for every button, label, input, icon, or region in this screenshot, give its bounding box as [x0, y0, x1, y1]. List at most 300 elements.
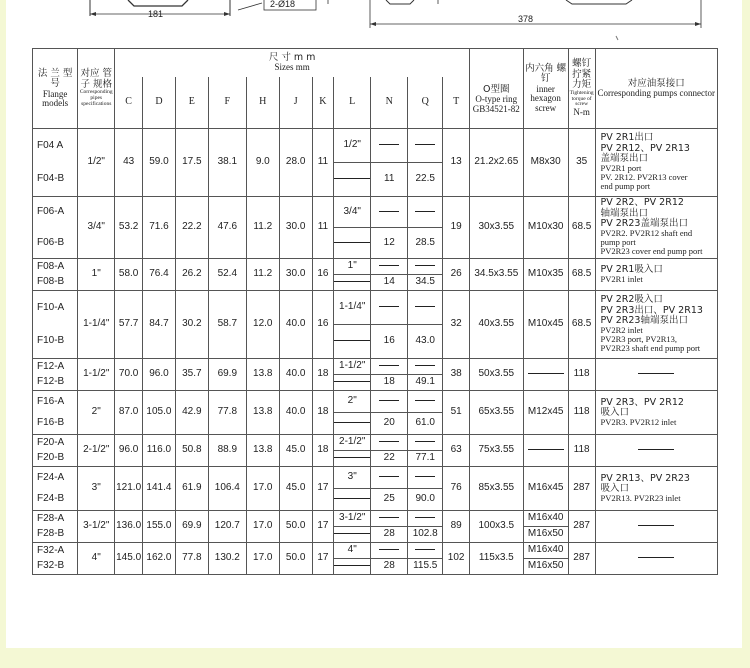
pump-connector-cn: PV 2R23盖端泵出口: [600, 217, 688, 229]
size-q-dash: [408, 511, 443, 527]
size-q-dash: [408, 197, 443, 228]
dash-mark: [638, 449, 674, 450]
size-d: 76.4: [143, 259, 176, 291]
pump-connector-en: PV. 2R12. PV2R13 cover: [600, 172, 688, 183]
spec-sheet: [6, 0, 742, 648]
screw: M10x35: [523, 259, 568, 291]
table-row: [33, 291, 718, 325]
torque: 35: [568, 129, 595, 197]
size-c: 145.0: [115, 543, 143, 575]
size-f: 130.2: [208, 543, 246, 575]
size-h: 17.0: [246, 543, 279, 575]
size-n: 12: [371, 228, 408, 259]
size-n-dash: [371, 511, 408, 527]
dash-mark: [334, 178, 370, 179]
size-d: 141.4: [143, 467, 176, 511]
size-t: 13: [443, 129, 470, 197]
pump-connector: [595, 259, 718, 291]
pump-connector: [595, 543, 718, 575]
size-h: 11.2: [246, 259, 279, 291]
size-h: 13.8: [246, 359, 279, 391]
table-row: [33, 129, 718, 163]
size-q: 49.1: [408, 375, 443, 391]
pump-connector: [595, 197, 718, 259]
size-n-dash: [371, 259, 408, 275]
dimension-181: 181: [148, 9, 164, 19]
size-j: 28.0: [279, 129, 312, 197]
pump-connector-en: PV2R1 inlet: [600, 274, 643, 285]
size-k: 17: [312, 511, 334, 543]
dash-mark: [334, 340, 370, 341]
flange-model-a: F04 A: [33, 129, 78, 163]
size-f: 58.7: [208, 291, 246, 359]
size-l: 3/4": [334, 197, 371, 228]
o-ring: 34.5x3.55: [470, 259, 523, 291]
pump-connector-en: PV2R2. PV2R12 shaft end: [600, 228, 693, 239]
size-n: 28: [371, 527, 408, 543]
torque: 118: [568, 359, 595, 391]
size-h: 17.0: [246, 467, 279, 511]
size-n-dash: [371, 467, 408, 489]
flange-model-b: F24-B: [33, 489, 78, 511]
o-ring: 100x3.5: [470, 511, 523, 543]
o-ring: 115x3.5: [470, 543, 523, 575]
size-d: 116.0: [143, 435, 176, 467]
size-n: 25: [371, 489, 408, 511]
technical-drawing-fragment: [6, 0, 742, 44]
screw-a: M16x40: [523, 511, 568, 527]
size-q: 34.5: [408, 275, 443, 291]
dash-mark: [415, 549, 435, 550]
flange-spec-table: [32, 48, 718, 575]
dash-mark: [379, 265, 399, 266]
screw-dash: [523, 435, 568, 467]
flange-model-a: F06-A: [33, 197, 78, 228]
flange-model-a: F20-A: [33, 435, 78, 451]
col-header-f: F: [208, 77, 246, 129]
pump-connector-en: PV2R1 port: [600, 163, 642, 174]
size-e: 69.9: [175, 511, 208, 543]
pump-connector-cn: 盖端泵出口: [600, 152, 649, 164]
screw-a: M16x40: [523, 543, 568, 559]
screw: M16x45: [523, 467, 568, 511]
dash-mark: [379, 211, 399, 212]
screw: M10x30: [523, 197, 568, 259]
dash-mark: [379, 476, 399, 477]
size-t: 89: [443, 511, 470, 543]
size-j: 50.0: [279, 543, 312, 575]
table-row: [33, 197, 718, 228]
torque: 287: [568, 467, 595, 511]
col-header-d: D: [143, 77, 176, 129]
pump-connector: [595, 291, 718, 359]
col-header-k: K: [312, 77, 334, 129]
dash-mark: [334, 381, 370, 382]
pump-connector-cn: PV 2R23轴端泵出口: [600, 314, 688, 326]
o-ring: 40x3.55: [470, 291, 523, 359]
size-j: 30.0: [279, 197, 312, 259]
table-row: [33, 359, 718, 375]
dash-mark: [379, 144, 399, 145]
size-e: 30.2: [175, 291, 208, 359]
col-header-flange: 法 兰 型 号 Flange models: [33, 49, 78, 129]
col-header-e: E: [175, 77, 208, 129]
pump-connector-cn: PV 2R2吸入口: [600, 294, 663, 306]
col-header-l: L: [334, 77, 371, 129]
screw: M12x45: [523, 391, 568, 435]
dash-mark: [528, 449, 564, 450]
torque: 118: [568, 435, 595, 467]
size-k: 18: [312, 435, 334, 467]
size-l: 1/2": [334, 129, 371, 163]
dimension-lines-drawing: [6, 0, 742, 44]
size-h: 17.0: [246, 511, 279, 543]
size-d: 59.0: [143, 129, 176, 197]
size-n-dash: [371, 359, 408, 375]
pipe-spec: 1-1/4": [78, 291, 115, 359]
size-e: 42.9: [175, 391, 208, 435]
size-d: 71.6: [143, 197, 176, 259]
size-f: 38.1: [208, 129, 246, 197]
torque: 68.5: [568, 291, 595, 359]
size-l: 1-1/2": [334, 359, 371, 375]
flange-model-b: F28-B: [33, 527, 78, 543]
pump-connector-en: PV2R3. PV2R12 inlet: [600, 417, 677, 428]
size-t: 63: [443, 435, 470, 467]
size-k: 16: [312, 259, 334, 291]
pump-connector-en: PV2R2 inlet: [600, 325, 643, 336]
size-j: 40.0: [279, 359, 312, 391]
size-h: 9.0: [246, 129, 279, 197]
size-h: 12.0: [246, 291, 279, 359]
dash-mark: [415, 476, 435, 477]
size-k: 16: [312, 291, 334, 359]
table-row: [33, 543, 718, 559]
size-n: 28: [371, 559, 408, 575]
size-t: 76: [443, 467, 470, 511]
pipe-spec: 3-1/2": [78, 511, 115, 543]
o-ring: 65x3.55: [470, 391, 523, 435]
col-header-pipe: 对应 管子 规格 Corresponding pipes specifications: [78, 49, 115, 129]
size-q: 115.5: [408, 559, 443, 575]
size-e: 35.7: [175, 359, 208, 391]
size-f: 69.9: [208, 359, 246, 391]
size-f: 52.4: [208, 259, 246, 291]
screw: M8x30: [523, 129, 568, 197]
size-n-dash: [371, 391, 408, 413]
size-n-dash: [371, 197, 408, 228]
flange-model-b: F08-B: [33, 275, 78, 291]
dash-mark: [334, 533, 370, 534]
size-n: 22: [371, 451, 408, 467]
size-q: 90.0: [408, 489, 443, 511]
size-n-dash: [371, 291, 408, 325]
pump-connector-cn: PV 2R3出口、PV 2R13: [600, 304, 703, 316]
table-row: [33, 259, 718, 275]
torque: 68.5: [568, 259, 595, 291]
size-q: 22.5: [408, 163, 443, 197]
size-k: 18: [312, 391, 334, 435]
size-c: 53.2: [115, 197, 143, 259]
size-l-dash: [334, 325, 371, 359]
dash-mark: [415, 365, 435, 366]
size-t: 102: [443, 543, 470, 575]
col-header-h: H: [246, 77, 279, 129]
flange-model-b: F20-B: [33, 451, 78, 467]
size-l-dash: [334, 228, 371, 259]
size-d: 105.0: [143, 391, 176, 435]
dash-mark: [379, 365, 399, 366]
o-ring: 85x3.55: [470, 467, 523, 511]
pipe-spec: 3/4": [78, 197, 115, 259]
size-l: 4": [334, 543, 371, 559]
col-header-j: J: [279, 77, 312, 129]
pump-connector-cn: 轴端泵出口: [600, 207, 649, 219]
size-n: 18: [371, 375, 408, 391]
size-h: 11.2: [246, 197, 279, 259]
o-ring: 21.2x2.65: [470, 129, 523, 197]
size-j: 45.0: [279, 435, 312, 467]
size-c: 58.0: [115, 259, 143, 291]
size-f: 88.9: [208, 435, 246, 467]
size-j: 40.0: [279, 291, 312, 359]
dash-mark: [415, 400, 435, 401]
size-l: 3-1/2": [334, 511, 371, 527]
size-c: 70.0: [115, 359, 143, 391]
col-header-oring: O型圈 O-type ring GB34521-82: [470, 49, 523, 129]
size-e: 26.2: [175, 259, 208, 291]
pump-connector-cn: 吸入口: [600, 482, 630, 494]
size-q-dash: [408, 259, 443, 275]
size-n: 11: [371, 163, 408, 197]
dash-mark: [415, 144, 435, 145]
size-l: 2": [334, 391, 371, 413]
dash-mark: [379, 549, 399, 550]
size-e: 77.8: [175, 543, 208, 575]
size-q: 28.5: [408, 228, 443, 259]
dimension-378: 378: [518, 14, 534, 24]
flange-model-a: F08-A: [33, 259, 78, 275]
size-l-dash: [334, 451, 371, 467]
size-f: 106.4: [208, 467, 246, 511]
size-l: 3": [334, 467, 371, 489]
pump-connector: [595, 129, 718, 197]
dash-mark: [638, 557, 674, 558]
size-q: 77.1: [408, 451, 443, 467]
size-q-dash: [408, 435, 443, 451]
dash-mark: [334, 242, 370, 243]
pump-connector-cn: PV 2R2、PV 2R12: [600, 197, 684, 209]
screw-b: M16x50: [523, 559, 568, 575]
size-t: 19: [443, 197, 470, 259]
size-j: 40.0: [279, 391, 312, 435]
size-l-dash: [334, 489, 371, 511]
size-k: 18: [312, 359, 334, 391]
pump-connector-cn: PV 2R13、PV 2R23: [600, 472, 690, 484]
flange-model-b: F32-B: [33, 559, 78, 575]
size-t: 38: [443, 359, 470, 391]
size-l-dash: [334, 559, 371, 575]
size-n: 14: [371, 275, 408, 291]
pump-connector: [595, 467, 718, 511]
size-q-dash: [408, 291, 443, 325]
size-e: 61.9: [175, 467, 208, 511]
size-j: 30.0: [279, 259, 312, 291]
table-row: [33, 467, 718, 489]
pipe-spec: 1/2": [78, 129, 115, 197]
size-l: 1-1/4": [334, 291, 371, 325]
size-n-dash: [371, 129, 408, 163]
dash-mark: [638, 373, 674, 374]
pipe-spec: 2-1/2": [78, 435, 115, 467]
flange-model-a: F24-A: [33, 467, 78, 489]
flange-model-b: F16-B: [33, 413, 78, 435]
bolt-hole-label: 2-Ø18: [270, 0, 296, 9]
flange-model-a: F10-A: [33, 291, 78, 325]
o-ring: 30x3.55: [470, 197, 523, 259]
table-row: [33, 435, 718, 451]
flange-model-a: F16-A: [33, 391, 78, 413]
col-header-screw: 内六角 螺钉 inner hexagon screw: [523, 49, 568, 129]
dash-mark: [379, 400, 399, 401]
size-h: 13.8: [246, 391, 279, 435]
size-l-dash: [334, 527, 371, 543]
pipe-spec: 2": [78, 391, 115, 435]
dash-mark: [415, 306, 435, 307]
size-l: 2-1/2": [334, 435, 371, 451]
size-e: 22.2: [175, 197, 208, 259]
col-header-pumps: 对应油泵接口 Corresponding pumps connector: [595, 49, 718, 129]
size-l-dash: [334, 275, 371, 291]
dash-mark: [638, 525, 674, 526]
size-c: 87.0: [115, 391, 143, 435]
size-q-dash: [408, 359, 443, 375]
size-q-dash: [408, 467, 443, 489]
size-l-dash: [334, 163, 371, 197]
dash-mark: [415, 211, 435, 212]
pump-connector: [595, 391, 718, 435]
col-header-n: N: [371, 77, 408, 129]
o-ring: 50x3.55: [470, 359, 523, 391]
pipe-spec: 1": [78, 259, 115, 291]
dash-mark: [379, 517, 399, 518]
size-l-dash: [334, 375, 371, 391]
table-row: [33, 391, 718, 413]
dash-mark: [379, 306, 399, 307]
size-n-dash: [371, 543, 408, 559]
pipe-spec: 4": [78, 543, 115, 575]
dash-mark: [334, 281, 370, 282]
col-header-t: T: [443, 77, 470, 129]
size-q-dash: [408, 543, 443, 559]
dash-mark: [528, 373, 564, 374]
size-q-dash: [408, 129, 443, 163]
table-row: [33, 511, 718, 527]
dash-mark: [415, 517, 435, 518]
size-l-dash: [334, 413, 371, 435]
torque: 118: [568, 391, 595, 435]
pump-connector-en: end pump port: [600, 181, 651, 192]
size-c: 57.7: [115, 291, 143, 359]
pump-connector: [595, 511, 718, 543]
flange-model-b: F04-B: [33, 163, 78, 197]
size-q-dash: [408, 391, 443, 413]
torque: 287: [568, 543, 595, 575]
pump-connector-en: PV2R13. PV2R23 inlet: [600, 493, 681, 504]
dash-mark: [415, 441, 435, 442]
pump-connector-cn: PV 2R3、PV 2R12: [600, 396, 684, 408]
size-j: 45.0: [279, 467, 312, 511]
size-q: 43.0: [408, 325, 443, 359]
size-k: 11: [312, 129, 334, 197]
flange-model-a: F28-A: [33, 511, 78, 527]
col-header-q: Q: [408, 77, 443, 129]
size-d: 96.0: [143, 359, 176, 391]
pump-connector-en: PV2R3 port, PV2R13,: [600, 334, 678, 345]
size-c: 43: [115, 129, 143, 197]
size-e: 17.5: [175, 129, 208, 197]
size-c: 136.0: [115, 511, 143, 543]
pump-connector-en: pump port: [600, 237, 636, 248]
col-header-torque: 螺钉 拧紧 力矩 Tightening torque of screw N-m: [568, 49, 595, 129]
screw-b: M16x50: [523, 527, 568, 543]
size-j: 50.0: [279, 511, 312, 543]
size-q: 102.8: [408, 527, 443, 543]
size-l: 1": [334, 259, 371, 275]
size-e: 50.8: [175, 435, 208, 467]
size-q: 61.0: [408, 413, 443, 435]
dash-mark: [334, 422, 370, 423]
size-d: 84.7: [143, 291, 176, 359]
dash-mark: [379, 441, 399, 442]
col-header-c: C: [115, 77, 143, 129]
pump-connector-cn: PV 2R1出口: [600, 132, 654, 144]
size-c: 96.0: [115, 435, 143, 467]
dash-mark: [334, 565, 370, 566]
size-k: 17: [312, 543, 334, 575]
size-d: 155.0: [143, 511, 176, 543]
size-t: 32: [443, 291, 470, 359]
o-ring: 75x3.55: [470, 435, 523, 467]
size-k: 17: [312, 467, 334, 511]
size-f: 120.7: [208, 511, 246, 543]
size-d: 162.0: [143, 543, 176, 575]
pump-connector-cn: PV 2R1吸入口: [600, 263, 663, 275]
dash-mark: [415, 265, 435, 266]
pump-connector-cn: PV 2R12、PV 2R13: [600, 142, 690, 154]
flange-model-a: F12-A: [33, 359, 78, 375]
pump-connector: [595, 435, 718, 467]
pipe-spec: 3": [78, 467, 115, 511]
flange-model-b: F10-B: [33, 325, 78, 359]
size-k: 11: [312, 197, 334, 259]
size-n-dash: [371, 435, 408, 451]
pump-connector-en: PV2R23 cover end pump port: [600, 246, 703, 257]
torque: 68.5: [568, 197, 595, 259]
torque: 287: [568, 511, 595, 543]
dash-mark: [334, 457, 370, 458]
dash-mark: [334, 498, 370, 499]
pump-connector: [595, 359, 718, 391]
size-c: 121.0: [115, 467, 143, 511]
flange-model-a: F32-A: [33, 543, 78, 559]
size-n: 16: [371, 325, 408, 359]
pipe-spec: 1-1/2": [78, 359, 115, 391]
screw-dash: [523, 359, 568, 391]
size-h: 13.8: [246, 435, 279, 467]
size-t: 26: [443, 259, 470, 291]
size-n: 20: [371, 413, 408, 435]
